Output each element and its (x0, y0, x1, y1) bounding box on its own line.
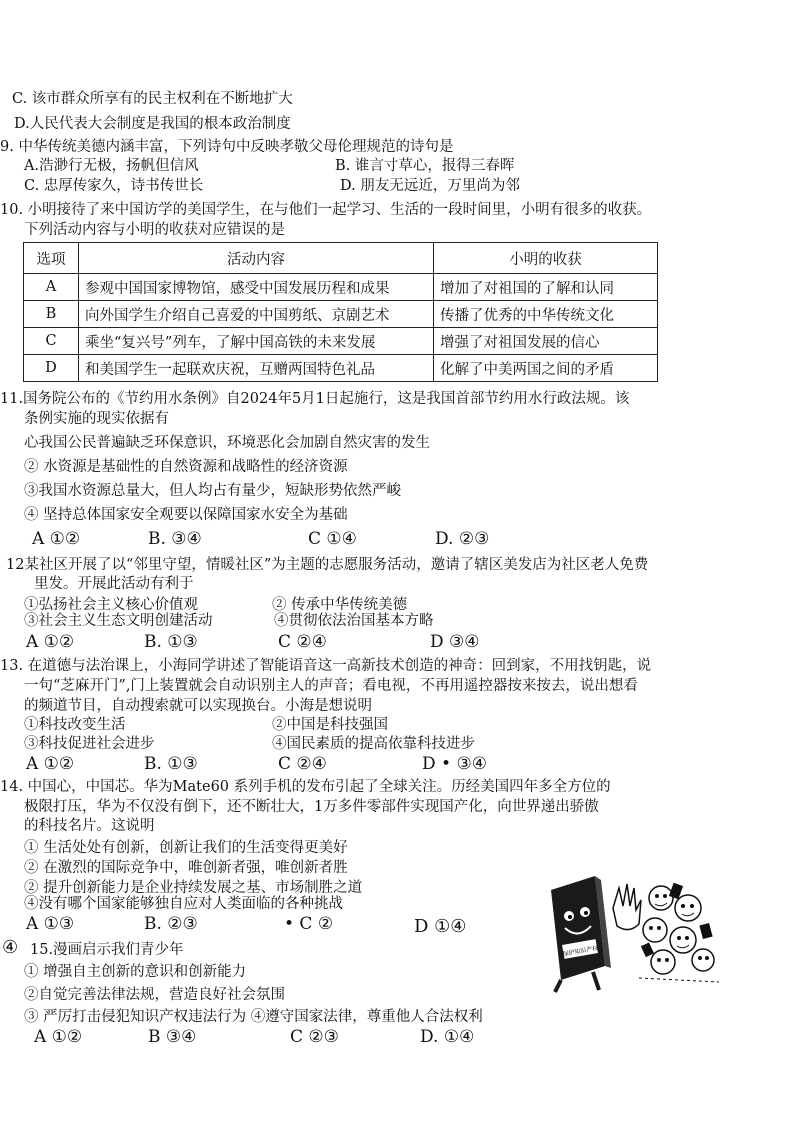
q13-choice-b: B. ①③ (144, 754, 198, 774)
q9-option-d: D. 朋友无远近，万里尚为邻 (340, 178, 520, 194)
q14-stem-2: 极限打压，华为不仅没有倒下，还不断壮大，1万多件零部件实现国产化，向世界递出骄傲 (24, 799, 599, 815)
q15-statement-2: ②自觉完善法律法规，营造良好社会氛围 (24, 987, 285, 1003)
table-header: 选项 (24, 243, 79, 274)
table-row (24, 301, 658, 328)
table-cell: 乘坐“复兴号”列车，了解中国高铁的未来发展 (79, 328, 434, 355)
table-cell: A (24, 274, 79, 301)
table-cell: C (24, 328, 79, 355)
q15-statement-3: ③ 严厉打击侵犯知识产权违法行为 ④遵守国家法律，尊重他人合法权利 (24, 1009, 483, 1025)
q11-statement-2: ② 水资源是基础性的自然资源和战略性的经济资源 (24, 459, 348, 475)
q12-statement-2: ② 传承中华传统美德 (272, 597, 408, 613)
q12-statement-1: ①弘扬社会主义核心价值观 (24, 597, 198, 613)
q14-answer-tail: ④ (2, 937, 19, 958)
q10-stem: 10. 小明接待了来中国访学的美国学生，在与他们一起学习、生活的一段时间里，小明有很多的收获。 (0, 202, 652, 218)
q14-statement-4: ④没有哪个国家能够独自应对人类面临的各种挑战 (24, 896, 343, 912)
q13-stem-3: 的频道节目，自动搜索就可以实现换台。小海是想说明 (24, 698, 372, 714)
table-row (24, 328, 658, 355)
q15-choice-d: D. ①④ (420, 1027, 475, 1047)
q10-table (23, 242, 658, 382)
q13-stem-2: 一句“芝麻开门”,门上装置就会自动识别主人的声音；看电视，不再用遥控器按来按去，说出想看 (24, 678, 638, 694)
q12-choice-d: D ③④ (430, 632, 480, 652)
q11-choice-c: C ①④ (308, 529, 357, 549)
q10-stem-2: 下列活动内容与小明的收获对应错误的是 (24, 222, 285, 238)
q14-statement-3: ② 提升创新能力是企业持续发展之基、市场制胜之道 (24, 880, 363, 896)
q15-stem: 15.漫画启示我们青少年 (30, 942, 184, 958)
q12-choice-c: C ②④ (278, 632, 327, 652)
table-cell: 化解了中美两国之间的矛盾 (434, 355, 658, 382)
q14-statement-2: ② 在激烈的国际竞争中，唯创新者强，唯创新者胜 (24, 860, 348, 876)
q11-choice-d: D. ②③ (435, 529, 490, 549)
table-header: 活动内容 (79, 243, 434, 274)
table-row (24, 355, 658, 382)
q14-choice-d: D ①④ (414, 916, 467, 937)
table-cell: 和美国学生一起联欢庆祝，互赠两国特色礼品 (79, 355, 434, 382)
q12-stem-2: 里发。开展此活动有利于 (34, 576, 194, 592)
q9-stem: 9. 中华传统美德内涵丰富，下列诗句中反映孝敬父母伦理规范的诗句是 (0, 139, 454, 155)
q11-choice-a: A ①② (32, 529, 81, 549)
q15-choice-a: A ①② (34, 1027, 83, 1047)
q13-choice-a: A ①② (26, 754, 75, 774)
q9-option-c: C. 忠厚传家久，诗书传世长 (24, 178, 204, 194)
table-header-row (24, 243, 658, 274)
table-cell: D (24, 355, 79, 382)
table-cell: B (24, 301, 79, 328)
stop-hand (613, 884, 641, 930)
q13-choice-c: C ②④ (278, 754, 327, 774)
q12-statement-4: ④贯彻依法治国基本方略 (274, 613, 434, 629)
table-cell: 增强了对祖国发展的信心 (434, 328, 658, 355)
q12-choice-b: B. ①③ (144, 632, 198, 652)
q15-choice-c: C ②③ (290, 1027, 339, 1047)
q12-statement-3: ③社会主义生态文明创建活动 (24, 613, 213, 629)
q11-statement-3: ③我国水资源总量大，但人均占有量少，短缺形势依然严峻 (24, 483, 401, 499)
q11-stem: 11.国务院公布的《节约用水条例》自2024年5月1日起施行，这是我国首部节约用水行政法规。该 (0, 391, 630, 407)
q13-statement-1: ①科技改变生活 (24, 717, 126, 733)
table-cell: 传播了优秀的中华传统文化 (434, 301, 658, 328)
option-c-prev: C. 该市群众所享有的民主权利在不断地扩大 (12, 91, 293, 107)
q15-statement-1: ① 增强自主创新的意识和创新能力 (24, 964, 247, 980)
q14-choice-c: • C ② (284, 914, 334, 934)
q9-option-b: B. 谁言寸草心，报得三春晖 (335, 158, 515, 174)
q11-stem-2: 条例实施的现实依据有 (24, 411, 169, 427)
table-row (24, 274, 658, 301)
q13-statement-2: ②中国是科技强国 (272, 717, 388, 733)
q15-choice-b: B ③④ (148, 1027, 197, 1047)
q11-statement-1: 心我国公民普遍缺乏环保意识，环境恶化会加剧自然灾害的发生 (24, 435, 430, 451)
table-cell: 增加了对祖国的了解和认同 (434, 274, 658, 301)
q13-stem: 13. 在道德与法治课上，小海同学讲述了智能语音这一高新技术创造的神奇：回到家，不用找钥匙，说 (0, 658, 652, 674)
q11-statement-4: ④ 坚持总体国家安全观要以保障国家水安全为基础 (24, 507, 348, 523)
q13-choice-d: D • ③④ (422, 754, 487, 774)
q14-statement-1: ① 生活处处有创新，创新让我们的生活变得更美好 (24, 840, 348, 856)
cartoon-illustration (543, 868, 723, 993)
q13-statement-4: ④国民素质的提高依靠科技进步 (272, 736, 475, 752)
q12-choice-a: A ①② (26, 632, 75, 652)
q14-stem: 14. 中国心，中国芯。华为Mate60 系列手机的发布引起了全球关注。历经美国四年多全方位的 (0, 779, 611, 795)
table-cell: 参观中国国家博物馆，感受中国发展历程和成果 (79, 274, 434, 301)
q14-choice-b: B. ②③ (144, 914, 198, 934)
q14-choice-a: A ①③ (26, 914, 75, 934)
q14-stem-3: 的科技名片。这说明 (24, 818, 155, 834)
table-cell: 向外国学生介绍自己喜爱的中国剪纸、京剧艺术 (79, 301, 434, 328)
copycat-crowd (639, 883, 719, 982)
q13-statement-3: ③科技促进社会进步 (24, 736, 155, 752)
table-header: 小明的收获 (434, 243, 658, 274)
q11-choice-b: B. ③④ (148, 529, 202, 549)
cartoon-sign-text: 保护知识产权 (562, 944, 599, 959)
book-character (551, 876, 611, 992)
q9-option-a: A.浩渺行无极，扬帆但信风 (24, 158, 199, 174)
option-d-prev: D.人民代表大会制度是我国的根本政治制度 (14, 116, 291, 132)
q12-stem: 12某社区开展了以“邻里守望，情暖社区”为主题的志愿服务活动，邀请了辖区美发店为社区老人免费 (6, 557, 649, 573)
